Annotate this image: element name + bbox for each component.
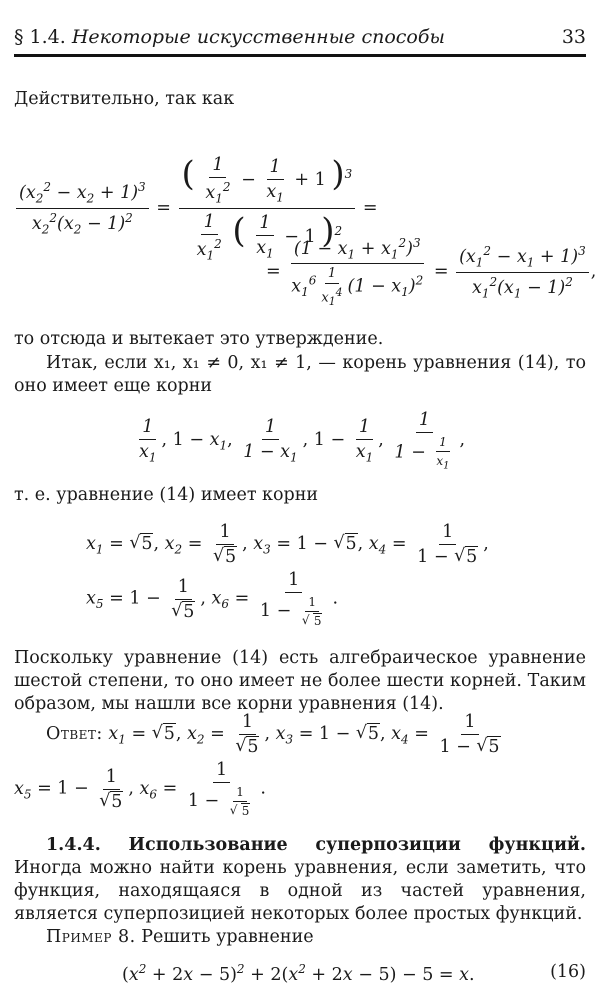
- section-body: Иногда можно найти корень уравнения, если заметить, что функция, находящаяся в одной из частей уравнения, является суперпозицией некоторых более простых функций.: [14, 858, 586, 924]
- page-number: 33: [561, 26, 586, 48]
- running-title: Некоторые искусственные способы: [71, 26, 445, 48]
- equation-number: (16): [550, 962, 586, 982]
- paragraph-roots-statement: Итак, если x₁, x₁ ≠ 0, x₁ ≠ 1, — корень уравнения (14), то оно имеет еще корни: [14, 353, 586, 396]
- answer-line1: Ответ: $x_1$ = √ 5, $x_2$ = 1 √ 5 , $x_3 = 1$ − √ 5, $x_4$ = $\frac{1}{1 - √ 5}$: [46, 712, 506, 757]
- paragraph-intro: Действительно, так как: [14, 89, 235, 109]
- equation-roots-line2: $x_5 = 1$ − 1 √ 5 , $x_6$ = 1 1 − 1 √ 5 .: [86, 570, 338, 628]
- example-label: Пример 8.: [46, 927, 136, 947]
- running-header: [14, 26, 586, 54]
- example-line: [14, 926, 586, 949]
- paragraph-degree-argument: Поскольку уравнение (14) есть алгебраическое уравнение шестой степени, то оно имеет не более шести корней. Таким образом, мы нашли все корни уравнения (14).: [14, 648, 586, 714]
- section-heading: 1.4.4. Использование суперпозиции функций.: [46, 835, 586, 855]
- equation-identity-line2: = $(1 - x_1 + x_1^2)^3$ $x_1^6$ $\frac{1}{x_1^4}$ $(1 - x_1)^2$ = $\frac{(x_1^2 - x_1 + 1)^3}{x_1^2(x_1 - 1)^2}$ ,: [266, 236, 597, 309]
- equation-16: $(x^2 + 2x - 5)^2 + 2(x^2 + 2x - 5) - 5 = x$.: [122, 962, 475, 985]
- equation-identity-line1: $\frac{(x_2^2 - x_2 + 1)^3}{x_2^2(x_2 - 1)^2}$ = ( $\frac{1}{x_1^2}$ − $\frac{1}{x_1}$ + 1 )$^3$ $\frac{1}{x_1^2}$ ( $\frac{1}{x_1}$ − 1 )$^2$ =: [14, 118, 378, 226]
- header-rule: [14, 54, 586, 57]
- equation-roots-line1: $x_1$ = √ 5, $x_2$ = 1 √ 5 , $x_3 = 1$ − √ 5, $x_4$ = $\frac{1}{1 - √ 5}$ ,: [86, 522, 489, 567]
- answer-line2: $x_5 = 1$ − 1 √ 5 , $x_6$ = 1 1 − 1 √ 5 .: [14, 760, 266, 818]
- section-number: § 1.4.: [14, 26, 66, 48]
- equation-roots-list: $\frac{1}{x_1}$ , $1 - x_1$, $\frac{1}{1 - x_1}$ , 1 − $\frac{1}{x_1}$ , 1 1 − $\frac{1}{x_1}$ ,: [139, 410, 466, 472]
- paragraph-roots-intro: т. е. уравнение (14) имеет корни: [14, 485, 319, 505]
- answer-label: Ответ:: [46, 724, 103, 744]
- section-paragraph: [14, 834, 586, 926]
- example-text: Решить уравнение: [141, 927, 314, 947]
- paragraph-conclusion: то отсюда и вытекает это утверждение.: [14, 329, 384, 349]
